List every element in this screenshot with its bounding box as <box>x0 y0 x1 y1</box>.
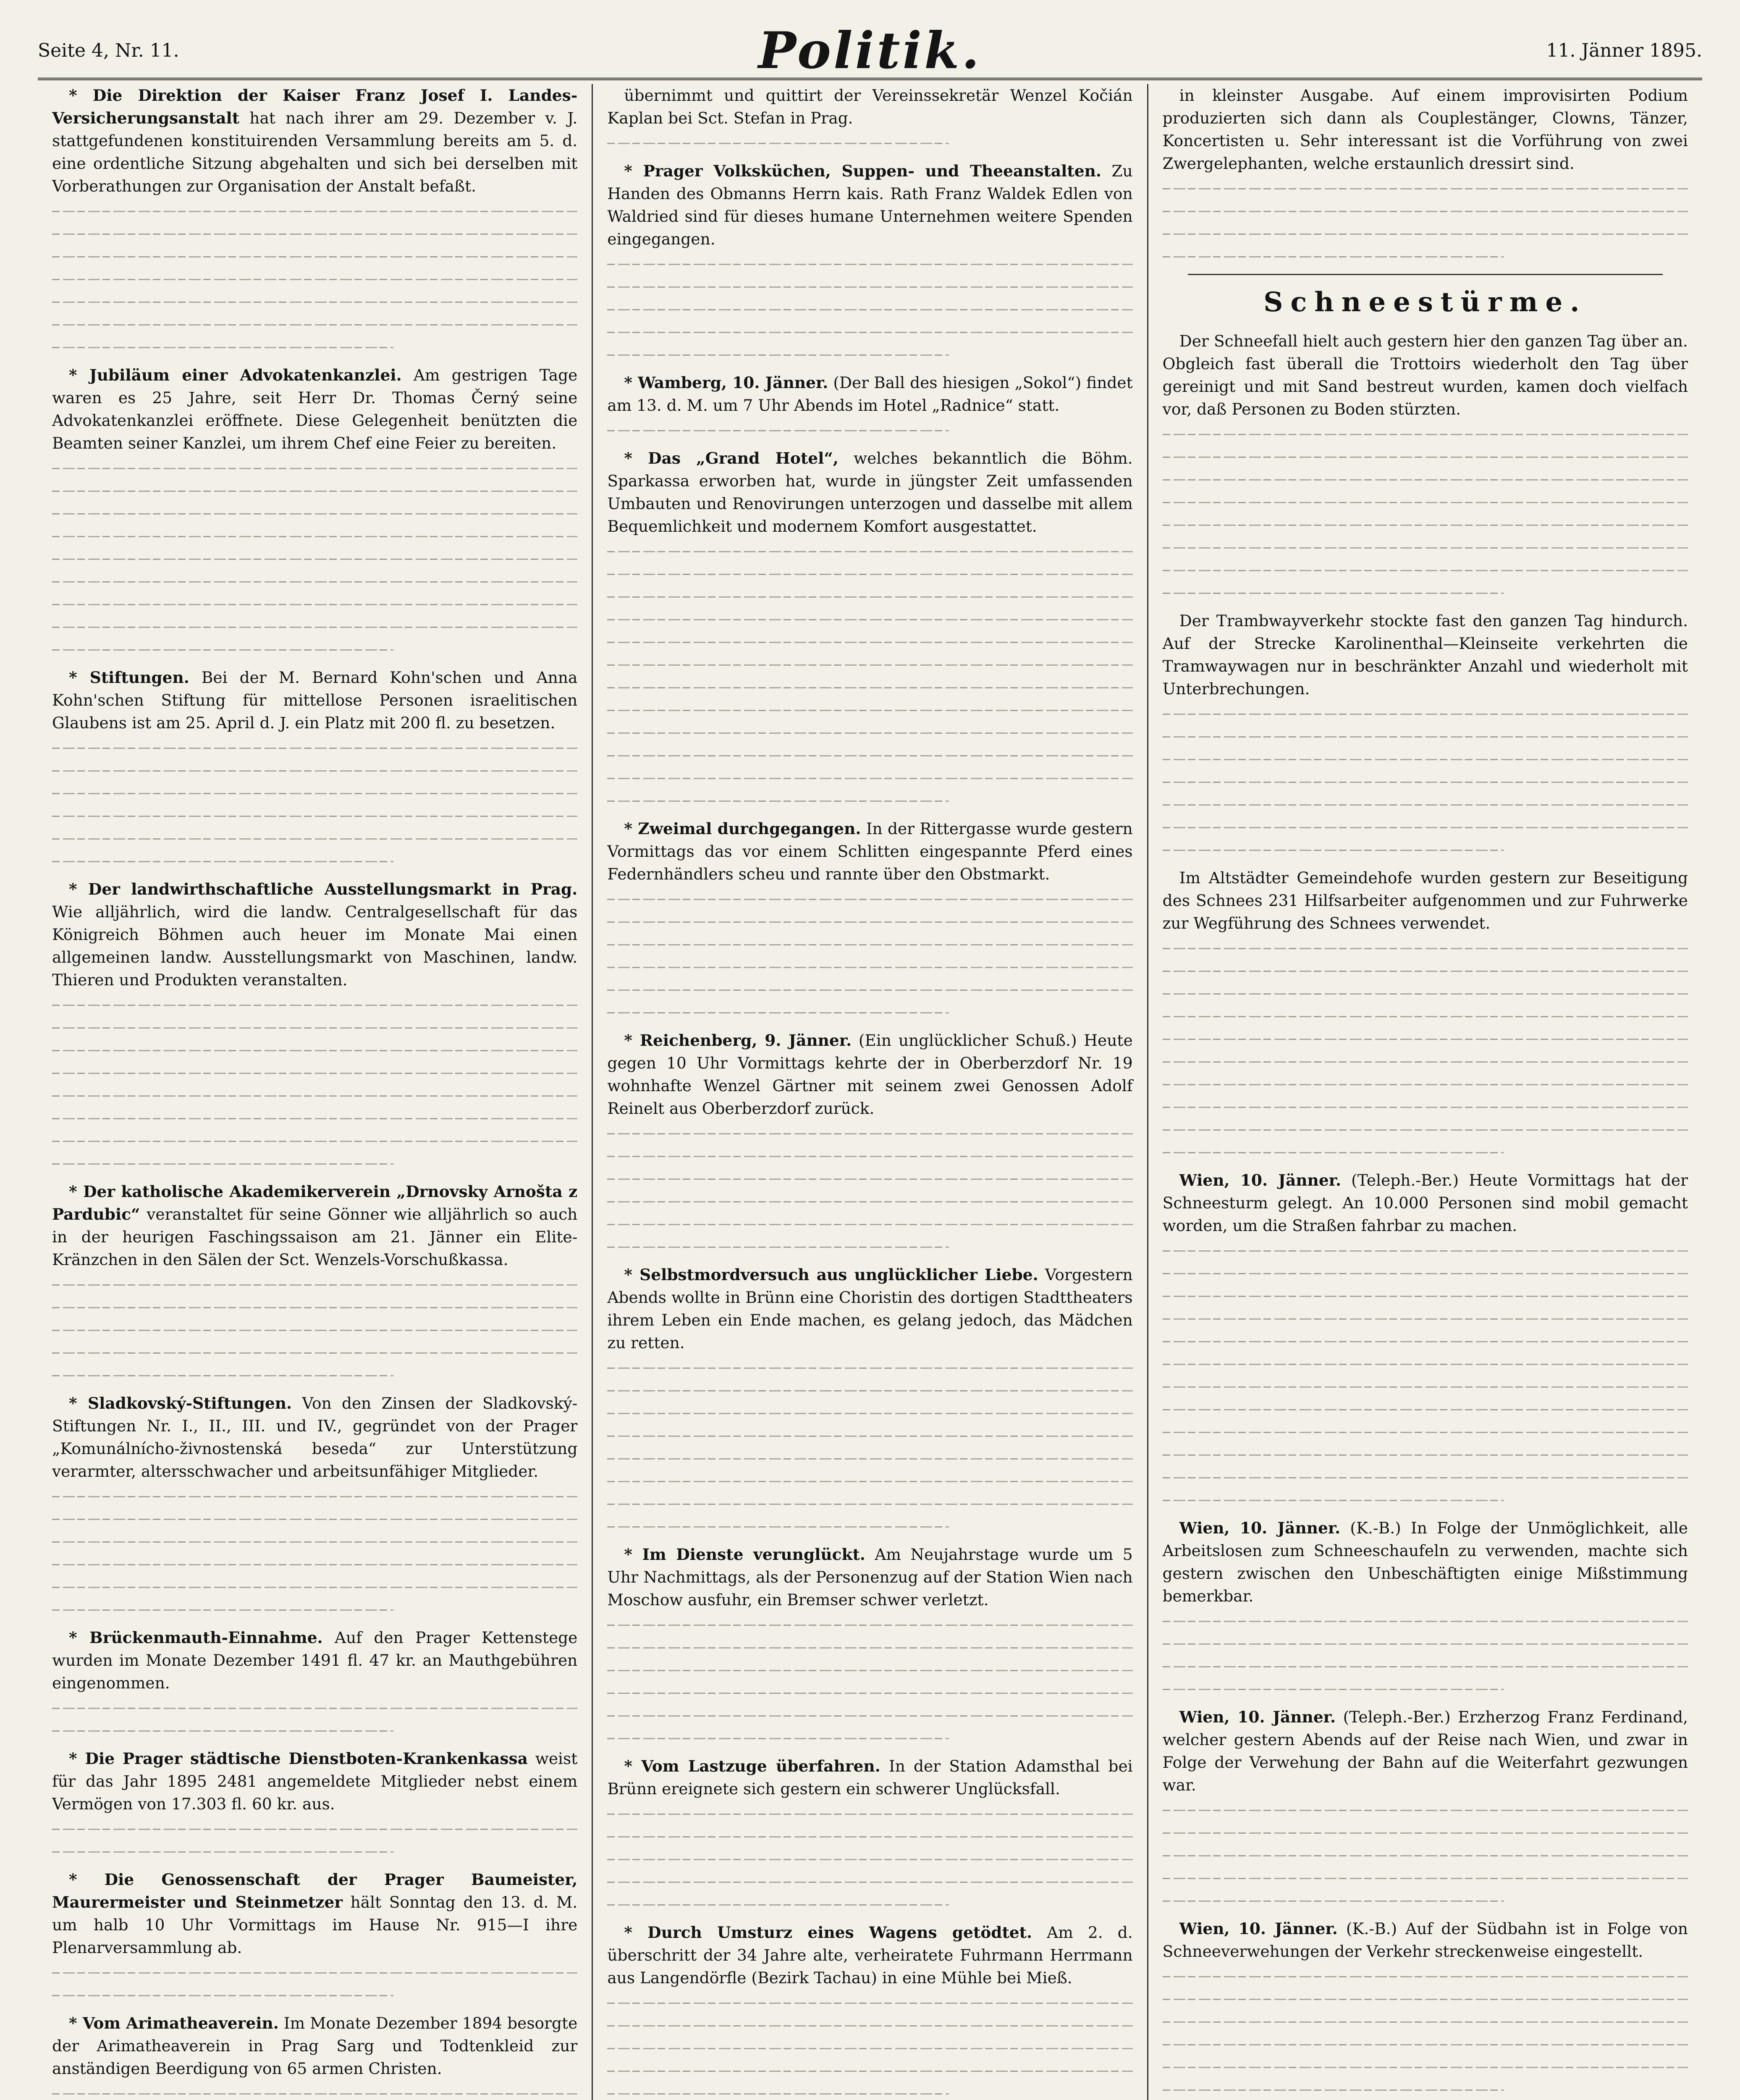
article-lead: * Reichenberg, 9. Jänner. <box>624 1031 852 1050</box>
article-text: (Der Ball des hiesigen „Sokol“) findet am 13. d. M. um 7 Uhr Abends im Hotel „Radnice“ statt. <box>607 373 1133 415</box>
article-text: hat nach ihrer am 29. Dezember v. J. stattgefundenen konstituirenden Versammlung bereits am 5. d. eine ordentliche Sitzung abgehalten und sich bei derselben mit Vorberathungen zur Organisation der Anstalt befaßt. <box>52 109 578 195</box>
article-continuation <box>52 1961 577 2007</box>
article-paragraph <box>607 1921 1132 1989</box>
article-text: welches bekanntlich die Böhm. Sparkassa erworben hat, wurde in jüngster Zeit umfassenden Umbauten und Renovirungen unterzogen und dasselbe mit allem Bequemlichkeit und modernem Komfort ausgestattet. <box>607 449 1133 536</box>
article-lead: * Durch Umsturz eines Wagens getödtet. <box>624 1923 1032 1942</box>
article-paragraph <box>52 666 577 734</box>
issue-date: 11. Jänner 1895. <box>1546 39 1702 61</box>
article-continuation <box>607 419 1132 442</box>
article-lead: * Vom Arimatheaverein. <box>69 2014 279 2032</box>
article-lead: * Der katholische Akademikerverein „Drnovsky Arnošta z Pardubic“ <box>52 1182 578 1223</box>
article-paragraph <box>52 878 577 991</box>
article-lead: * Das „Grand Hotel“, <box>624 449 839 467</box>
article-continuation <box>607 1614 1132 1750</box>
article-continuation <box>607 1803 1132 1916</box>
article-lead: * Der landwirthschaftliche Ausstellungsmarkt in Prag. <box>69 880 578 898</box>
article-paragraph <box>52 1868 577 1959</box>
column-1 <box>38 84 592 2100</box>
article-paragraph <box>52 84 577 197</box>
article-lead: * Die Direktion der Kaiser Franz Josef I. Landes-Versicherungsanstalt <box>52 86 578 127</box>
article-continuation <box>607 888 1132 1024</box>
section-heading: Politik. <box>758 21 982 80</box>
article-paragraph <box>607 817 1132 885</box>
article-continuation <box>607 540 1132 812</box>
article-continuation <box>1163 1610 1688 1701</box>
article-paragraph <box>607 447 1132 538</box>
article-continuation <box>607 132 1132 155</box>
article-lead: * Im Dienste verunglückt. <box>624 1545 865 1564</box>
article-paragraph <box>52 1180 577 1271</box>
article-continuation <box>1163 703 1688 861</box>
article-text: Von den Zinsen der Sladkovský-Stiftungen Nr. I., II., III. und IV., gegründet von der Prager „Komunálnícho-živnostenská beseda“ zur Unterstützung verarmter, altersschwacher und arbeitsunfähiger Mitglieder. <box>52 1394 578 1480</box>
article-continuation <box>1163 177 1688 268</box>
article-paragraph <box>1163 866 1688 934</box>
article-lead: Wien, 10. Jänner. <box>1179 1919 1338 1938</box>
article-columns <box>38 84 1702 2100</box>
article-text: In der Rittergasse wurde gestern Vormittags das vor einem Schlitten eingespannte Pferd eines Federnhändlers scheu und rannte über den Obstmarkt. <box>607 819 1133 883</box>
article-text: (Teleph.-Ber.) Erzherzog Franz Ferdinand, welcher gestern Abends auf der Reise nach Wien, und zwar in Folge der Verwehung der Bahn auf die Weiterfahrt gezwungen war. <box>1162 1708 1688 1794</box>
article-text: Wie alljährlich, wird die landw. Centralgesellschaft für das Königreich Böhmen auch heuer im Monate Mai einen allgemeinen landw. Ausstellungsmarkt von Maschinen, landw. Thieren und Produkten veranstalten. <box>52 903 578 989</box>
article-text: Auf den Prager Kettenstege wurden im Monate Dezember 1491 fl. 47 kr. an Mauthgebühren eingenommen. <box>52 1628 578 1692</box>
article-continuation <box>607 1357 1132 1538</box>
article-lead: * Brückenmauth-Einnahme. <box>69 1628 323 1647</box>
article-paragraph <box>1163 609 1688 700</box>
article-continuation <box>1163 1239 1688 1512</box>
article-continuation <box>52 1485 577 1621</box>
article-lead: Wien, 10. Jänner. <box>1179 1171 1342 1189</box>
article-continuation <box>607 1992 1132 2100</box>
article-paragraph <box>607 371 1132 417</box>
article-paragraph <box>1163 330 1688 420</box>
article-continuation <box>52 1818 577 1863</box>
page-number: Seite 4, Nr. 11. <box>38 39 179 61</box>
article-lead: Wien, 10. Jänner. <box>1179 1519 1341 1537</box>
article-text: (Ein unglücklicher Schuß.) Heute gegen 10 Uhr Vormittags kehrte der in Oberberzdorf Nr. 19 wohnhafte Wenzel Gärtner mit seinem zwei Genossen Adolf Reinelt aus Oberberzdorf zurück. <box>607 1031 1133 1118</box>
article-continuation <box>607 253 1132 366</box>
article-paragraph <box>607 84 1132 129</box>
article-text: (Teleph.-Ber.) Heute Vormittags hat der Schneesturm gelegt. An 10.000 Personen sind mobil gemacht worden, um die Straßen fahrbar zu machen. <box>1162 1171 1688 1235</box>
article-lead: Wien, 10. Jänner. <box>1179 1708 1336 1726</box>
article-text: veranstaltet für seine Gönner wie alljährlich so auch in der heurigen Faschingssaison am 21. Jänner ein Elite-Kränzchen in den Sälen der Sct. Wenzels-Vorschußkassa. <box>52 1205 578 1269</box>
article-text: weist für das Jahr 1895 2481 angemeldete Mitglieder nebst einem Vermögen von 17.303 fl. 60 kr. aus. <box>52 1749 578 1813</box>
article-continuation <box>52 994 577 1175</box>
article-paragraph <box>1163 1169 1688 1237</box>
article-continuation <box>1163 1799 1688 1912</box>
article-lead: * Vom Lastzuge überfahren. <box>624 1757 880 1775</box>
article-text: Im Altstädter Gemeindehofe wurden gestern zur Beseitigung des Schnees 231 Hilfsarbeiter aufgenommen und zur Fuhrwerke zur Wegführung des Schnees verwendet. <box>1162 869 1688 932</box>
article-paragraph <box>52 2012 577 2080</box>
article-text: übernimmt und quittirt der Vereinssekretär Wenzel Kočián Kaplan bei Sct. Stefan in Prag. <box>607 86 1133 127</box>
article-text: Der Trambwayverkehr stockte fast den ganzen Tag hindurch. Auf der Strecke Karolinenthal—Kleinseite verkehrten die Tramwaywagen nur in beschränkter Anzahl und wiederholt mit Unterbrechungen. <box>1162 612 1688 698</box>
article-text: Vorgestern Abends wollte in Brünn eine Choristin des dortigen Stadttheaters ihrem Leben ein Ende machen, es gelang jedoch, das Mädchen zu retten. <box>607 1265 1133 1352</box>
article-paragraph <box>52 364 577 454</box>
article-continuation <box>52 457 577 661</box>
article-text: in kleinster Ausgabe. Auf einem improvisirten Podium produzierten sich dann als Couplestänger, Clowns, Tänzer, Koncertisten u. Sehr interessant ist die Vorführung von zwei Zwergelephanten, welche erstaunlich dressirt sind. <box>1162 86 1688 173</box>
article-text: Bei der M. Bernard Kohn'schen und Anna Kohn'schen Stiftung für mittellose Personen israelitischen Glaubens ist am 25. April d. J. ein Platz mit 200 fl. zu besetzen. <box>52 668 578 732</box>
article-continuation <box>52 737 577 873</box>
section-divider <box>1188 274 1663 275</box>
article-continuation <box>1163 937 1688 1164</box>
article-text: (K.-B.) Auf der Südbahn ist in Folge von Schneeverwehungen der Verkehr streckenweise eingestellt. <box>1162 1919 1688 1961</box>
article-paragraph <box>1163 1917 1688 1963</box>
article-paragraph <box>1163 1517 1688 1607</box>
article-continuation <box>607 1122 1132 1258</box>
section-title: Schneestürme. <box>1263 286 1587 318</box>
article-text: Der Schneefall hielt auch gestern hier den ganzen Tag über an. Obgleich fast überall die Trottoirs wiederholt den Tag über gereinigt und mit Sand bestreut wurden, kamen doch vielfach vor, daß Personen zu Boden stürzten. <box>1162 332 1688 418</box>
article-paragraph <box>607 1755 1132 1800</box>
article-paragraph <box>607 1543 1132 1611</box>
article-lead: * Prager Volksküchen, Suppen- und Theeanstalten. <box>624 162 1101 180</box>
article-lead: * Zweimal durchgegangen. <box>624 819 861 838</box>
article-paragraph <box>1163 84 1688 175</box>
article-paragraph <box>607 1029 1132 1120</box>
article-paragraph <box>1163 1706 1688 1796</box>
article-continuation <box>1163 1965 1688 2100</box>
column-3 <box>1147 84 1702 2100</box>
article-continuation <box>52 200 577 359</box>
article-paragraph <box>52 1626 577 1694</box>
article-continuation <box>52 1273 577 1387</box>
article-text: Am Neujahrstage wurde um 5 Uhr Nachmittags, als der Personenzug auf der Station Wien nach Moschow ausfuhr, ein Bremser schwer verletzt. <box>607 1545 1133 1609</box>
page-header <box>38 23 1702 80</box>
article-paragraph <box>52 1747 577 1815</box>
article-lead: * Selbstmordversuch aus unglücklicher Liebe. <box>624 1265 1038 1284</box>
article-paragraph <box>607 160 1132 250</box>
article-paragraph <box>607 1263 1132 1354</box>
article-text: Im Monate Dezember 1894 besorgte der Arimatheaverein in Prag Sarg und Todtenkleid zur anständigen Beerdigung von 65 armen Christen. <box>52 2014 578 2078</box>
article-lead: * Die Genossenschaft der Prager Baumeister, Maurermeister und Steinmetzer <box>52 1870 578 1911</box>
article-lead: * Die Prager städtische Dienstboten-Krankenkassa <box>69 1749 528 1768</box>
column-2 <box>592 84 1147 2100</box>
article-text: hält Sonntag den 13. d. M. um halb 10 Uhr Vormittags im Hause Nr. 915—I ihre Plenarversammlung ab. <box>52 1893 578 1957</box>
article-text: Am gestrigen Tage waren es 25 Jahre, seit Herr Dr. Thomas Černý seine Advokatenkanzlei eröffnete. Diese Gelegenheit benützten die Beamten seiner Kanzlei, um ihrem Chef eine Feier zu bereiten. <box>52 366 578 452</box>
article-continuation <box>52 2082 577 2100</box>
article-lead: * Sladkovský-Stiftungen. <box>69 1394 292 1412</box>
article-continuation <box>1163 423 1688 604</box>
article-text: Am 2. d. überschritt der 34 Jahre alte, verheiratete Fuhrmann Herrmann aus Langendörfle (Bezirk Tachau) in eine Mühle bei Mieß. <box>607 1923 1133 1987</box>
article-lead: * Wamberg, 10. Jänner. <box>624 373 828 392</box>
article-lead: * Stiftungen. <box>69 668 189 687</box>
article-lead: * Jubiläum einer Advokatenkanzlei. <box>69 366 402 384</box>
article-paragraph <box>52 1392 577 1483</box>
article-continuation <box>52 1697 577 1742</box>
article-text: In der Station Adamsthal bei Brünn ereignete sich gestern ein schwerer Unglücksfall. <box>607 1757 1133 1798</box>
article-text: Zu Handen des Obmanns Herrn kais. Rath Franz Waldek Edlen von Waldried sind für dieses humane Unternehmen weitere Spenden eingegangen. <box>607 162 1133 248</box>
article-text: (K.-B.) In Folge der Unmöglichkeit, alle Arbeitslosen zum Schneeschaufeln zu verwenden, machte sich gestern zwischen den Unbeschäftigten einige Mißstimmung bemerkbar. <box>1162 1519 1688 1605</box>
